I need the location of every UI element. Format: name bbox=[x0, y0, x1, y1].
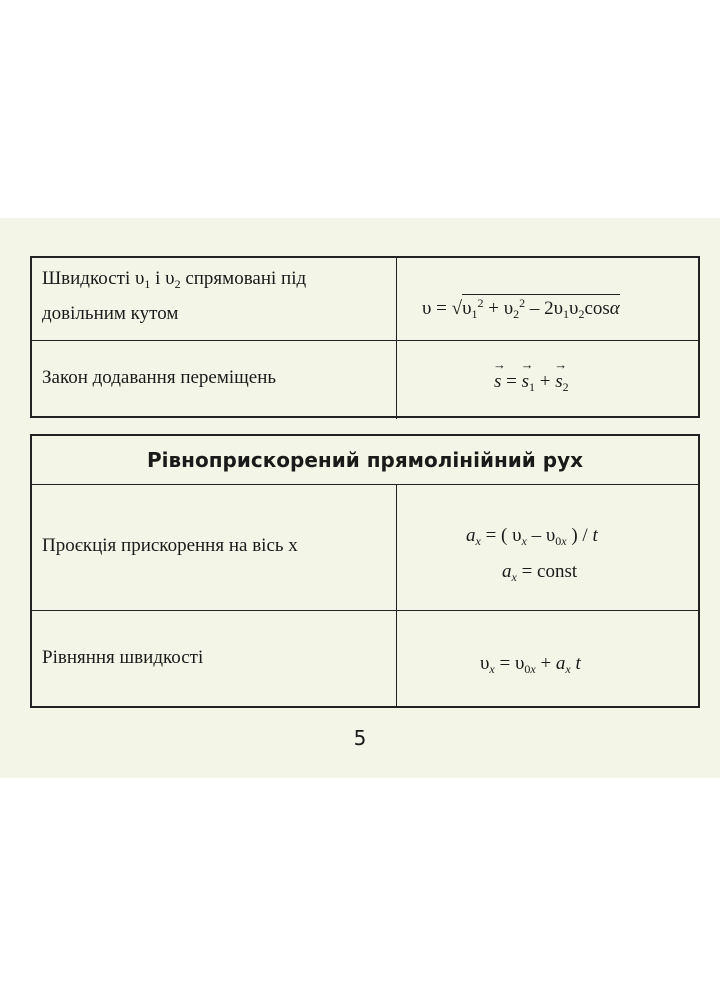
row-formula-cell bbox=[396, 258, 698, 340]
table-heading: Рівноприскорений прямолінійний рух bbox=[146, 448, 584, 472]
formula-acceleration-const: $a_x$ = const bbox=[502, 561, 578, 584]
row-label-cell bbox=[32, 485, 397, 611]
label-part: спрямовані під bbox=[180, 268, 307, 289]
row-label-cell bbox=[32, 611, 397, 707]
row-formula-cell bbox=[396, 611, 698, 707]
label-part: і υ bbox=[150, 268, 175, 289]
row-label: Рівняння швидкості bbox=[42, 647, 204, 668]
row-formula-cell bbox=[396, 485, 698, 611]
label-sub: 2 bbox=[174, 277, 181, 291]
label-sub: 1 bbox=[144, 277, 151, 291]
table-row bbox=[32, 484, 698, 611]
row-label: Проєкція прискорення на вісь x bbox=[42, 535, 298, 556]
table-row bbox=[32, 258, 698, 340]
formula-acceleration: $a_x$ = ( $\upsilon_x - \upsilon_{0x}$ ) / t bbox=[466, 525, 598, 548]
formula-table-1 bbox=[30, 256, 700, 418]
row-label-cell bbox=[32, 341, 397, 419]
formula-velocity-angle: $\upsilon = √\upsilon_1^2 + \upsilon_2^2 - 2\upsilon_1\upsilon_2\cos\alpha$ bbox=[422, 296, 620, 321]
label-line2: довільним кутом bbox=[42, 303, 179, 324]
formula-displacement-sum: s → = s → $_1$ + s → $_2$ bbox=[493, 357, 569, 394]
formula-velocity-equation: $\upsilon_x = \upsilon_{0x} + a_x$ t bbox=[480, 653, 581, 676]
table-row bbox=[32, 610, 698, 707]
table-row bbox=[32, 340, 698, 419]
formula-table-2 bbox=[30, 434, 700, 708]
row-label bbox=[42, 264, 306, 329]
row-label: Закон додавання переміщень bbox=[42, 367, 277, 388]
row-label-cell bbox=[32, 258, 397, 340]
row-formula-cell bbox=[396, 341, 698, 419]
label-part: Швидкості υ bbox=[42, 268, 145, 289]
page-number: 5 bbox=[353, 726, 367, 750]
